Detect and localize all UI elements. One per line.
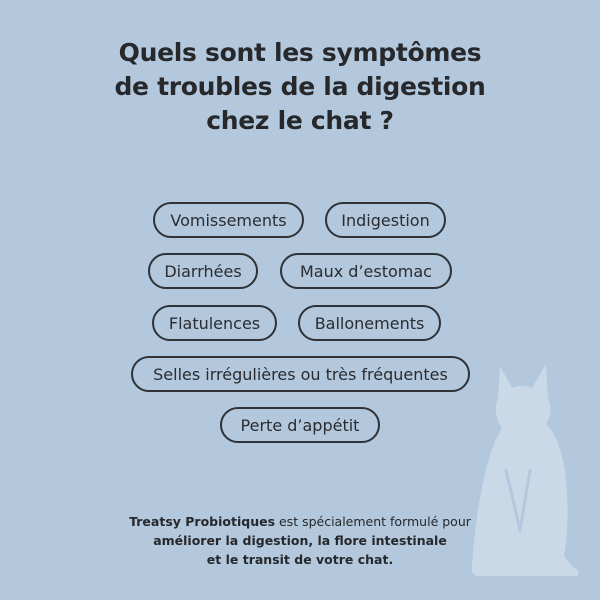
symptom-ballonements: Ballonements [298, 305, 441, 341]
symptom-flatulences: Flatulences [152, 305, 277, 341]
symptom-maux-estomac: Maux d’estomac [280, 253, 452, 289]
title-line-3: chez le chat ? [206, 106, 394, 135]
page-title [0, 36, 600, 138]
brand-name: Treatsy Probiotiques [129, 514, 276, 529]
title-line-2: de troubles de la digestion [114, 72, 486, 101]
footer-line-2: améliorer la digestion, la flore intestinale [153, 533, 447, 548]
title-line-1: Quels sont les symptômes [118, 38, 482, 67]
symptom-perte-appetit: Perte d’appétit [220, 407, 380, 443]
footer-text [0, 512, 600, 569]
footer-line-3: et le transit de votre chat. [206, 552, 394, 567]
symptom-vomissements: Vomissements [153, 202, 304, 238]
symptom-diarrhees: Diarrhées [148, 253, 258, 289]
symptom-selles-irregulieres: Selles irrégulières ou très fréquentes [131, 356, 470, 392]
footer-line-1: est spécialement formulé pour [275, 514, 471, 529]
symptom-indigestion: Indigestion [325, 202, 446, 238]
